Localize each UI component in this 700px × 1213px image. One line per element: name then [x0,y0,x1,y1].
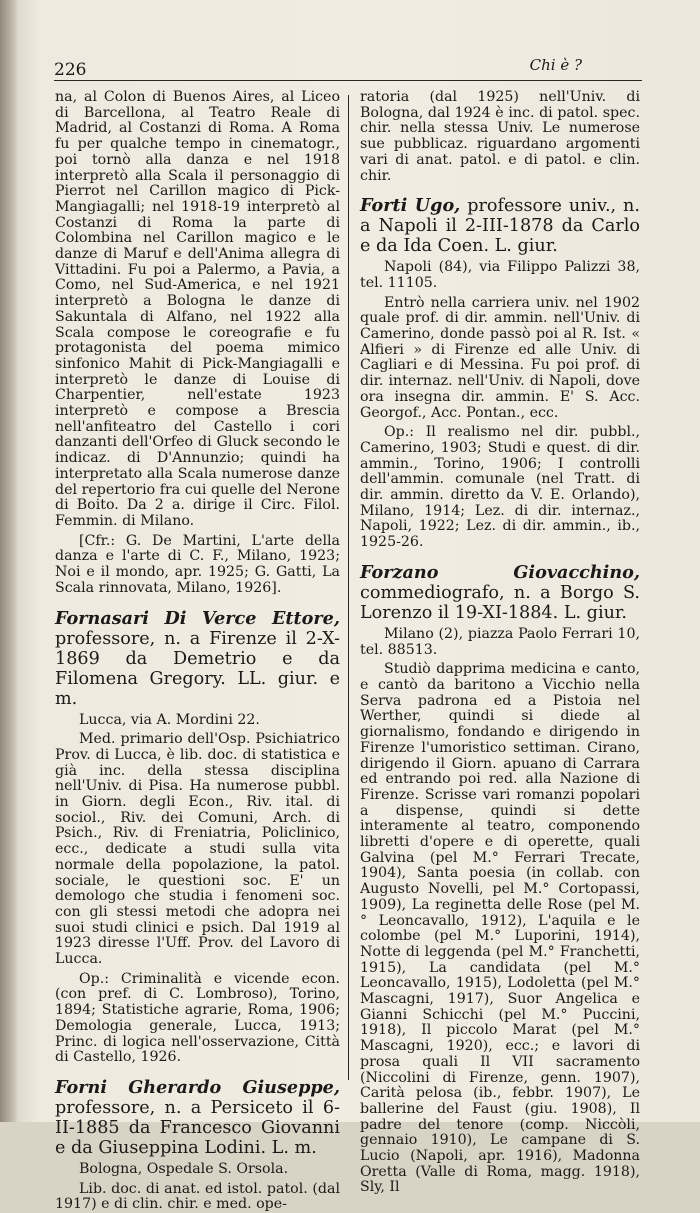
entry-heading [55,1078,340,1158]
continued-entry-references: [Cfr.: G. De Martini, L'arte della danza e l'arte di C. F., Milano, 1923; Noi e il mondo, apr. 1925; G. Gatti, La Scala rinnovata, Milano, 1926]. [55,532,340,596]
entry-biography: Lib. doc. di anat. ed istol. patol. (dal 1917) e di clin. chir. e med. ope- [55,1180,340,1213]
entry-summary: commediografo, n. a Borgo S. Lorenzo il 19-XI-1884. L. giur. [360,582,640,623]
entry-name: Fornasari Di Verce Ettore, [55,607,340,629]
entry-summary: professore, n. a Persiceto il 6-II-1885 da Francesco Giovanni e da Giuseppina Lodini. L. m. [55,1097,340,1158]
entry-fornasari [55,609,340,1066]
entry-summary: professore, n. a Firenze il 2-X-1869 da Demetrio e da Filomena Gregory. LL. giur. e m. [55,628,340,709]
continued-entry-text: ratoria (dal 1925) nell'Univ. di Bologna, dal 1924 è inc. di patol. spec. chir. nella stessa Univ. Le numerose sue pubblicaz. riguardano argomenti vari di anat. patol. e di patol. e clin. chir. [360,89,640,184]
running-head: Chi è ? [529,56,582,74]
continued-entry-text: na, al Colon di Buenos Aires, al Liceo di Barcellona, al Teatro Reale di Madrid, al Costanzi di Roma. A Roma fu per qualche tempo in cinematogr., poi tornò alla danza e nel 1918 interpretò alla Scala il personaggio di Pierrot nel Carillon magico di Pick-Mangiagalli; nel 1918-19 interpretò al Costanzi di Roma la parte di Colombina nel Carillon magico e le danze di Maruf e dell'Anima allegra di Vittadini. Fu poi a Palermo, a Pavia, a Como, nel Sud-America, e nel 1921 interpretò a Bologna le danze di Sakuntala di Alfano, nel 1922 alla Scala compose le coreografie e fu protagonista del poema mimico sinfonico Mahit di Pick-Mangiagalli e interpretò le danze di Louise di Charpentier, nell'estate 1923 interpretò e compose a Brescia nell'anfiteatro del Castello i cori danzanti dell'Orfeo di Gluck secondo le indicaz. di D'Annunzio; quindi ha interpretato alla Scala numerose danze del repertorio fra cui quelle del Nerone di Boito. Da 2 a. dirige il Circ. Filol. Femmin. di Milano. [55,89,340,529]
entry-heading [55,609,340,709]
entry-forti [360,196,640,551]
entry-address: Bologna, Ospedale S. Orsola. [79,1160,289,1177]
entry-address: Milano (2), piazza Paolo Ferrari 10, tel. 88513. [360,625,640,658]
entry-forzano [360,563,640,1196]
entry-heading [360,196,640,256]
entry-heading [360,563,640,623]
entry-address: Napoli (84), via Filippo Palizzi 38, tel. 11105. [360,259,640,291]
entry-works: Op.: Criminalità e vicende econ. (con pref. di C. Lombroso), Torino, 1894; Statistiche agrarie, Roma, 1906; Demologia generale, Lucca, 1913; Princ. di logica nell'osservazione, Città di Castello, 1926. [55,970,340,1066]
entry-address: Lucca, via A. Mordini 22. [79,711,260,728]
page-header [54,56,642,78]
page-number: 226 [54,60,87,80]
left-column [55,90,340,1213]
entry-name: Forzano Giovacchino, [360,561,640,583]
entry-works: Op.: Il realismo nel dir. pubbl., Camerino, 1903; Studi e quest. di dir. ammin., Torino, 1906; I controlli dell'ammin. comunale (nel Tratt. di dir. ammin. diretto da V. E. Orlando), Milano, 1914; Lez. di dir. internaz., Napoli, 1922; Lez. di dir. ammin., ib., 1925-26. [360,424,640,551]
entry-name: Forni Gherardo Giuseppe, [55,1076,340,1098]
right-column [360,90,640,1196]
entry-name: Forti Ugo, [360,195,461,217]
entry-forni [55,1078,340,1213]
entry-biography: Studiò dapprima medicina e canto, e cantò da baritono a Vicchio nella Serva padrona ed a Pistoia nel Werther, quindi si diede al giornalismo, fondando e dirigendo in Firenze l'umoristico settiman. Cirano, dirigendo il Giorn. apuano di Carrara ed entrando poi red. alla Nazione di Firenze. Scrisse vari romanzi popolari a dispense, quindi si dette interamente al teatro, componendo libretti d'opere e di operette, quali Galvina (pel M.° Ferrari Trecate, 1904), Santa poesia (in collab. con Augusto Novelli, pel M.° Cortopassi, 1909), La reginetta delle Rose (pel M.° Leoncavallo, 1912), L'aquila e le colombe (pel M.° Luporini, 1914), Notte di leggenda (pel M.° Franchetti, 1915), La candidata (pel M.° Leoncavallo, 1915), Lodoletta (pel M.° Mascagni, 1917), Suor Angelica e Gianni Schicchi (pel M.° Puccini, 1918), Il piccolo Marat (pel M.° Mascagni, 1920), ecc.; e lavori di prosa quali Il VII sacramento (Niccolini di Firenze, genn. 1907), Carità pelosa (ib., febbr. 1907), Le ballerine del Faust (giu. 1908), Il padre del tenore (comp. Niccòli, gennaio 1910), Le campane di S. Lucio (Napoli, apr. 1916), Madonna Oretta (Valle di Roma, magg. 1918), Sly, Il [360,661,640,1196]
entry-biography: Med. primario dell'Osp. Psichiatrico Prov. di Lucca, è lib. doc. di statistica e già inc. della stessa disciplina nell'Univ. di Pisa. Ha numerose pubbl. in Giorn. degli Econ., Riv. ital. di sociol., Riv. dei Comuni, Arch. di Psich., Riv. di Freniatria, Policlinico, ecc., dedicate a studi sulla vita normale della popolazione, la patol. sociale, le questioni soc. E' un demologo che studia i fenomeni soc. con gli stessi metodi che adopra nei suoi studi clinici e psich. Dal 1919 al 1923 diresse l'Uff. Prov. del Lavoro di Lucca. [55,731,340,968]
header-rule [54,80,642,81]
entry-summary: professore univ., n. a Napoli il 2-III-1878 da Carlo e da Ida Coen. L. giur. [360,196,640,257]
column-divider [348,95,349,1080]
entry-biography: Entrò nella carriera univ. nel 1902 quale prof. di dir. ammin. nell'Univ. di Camerino, donde passò poi al R. Ist. « Alfieri » di Firenze ed alle Univ. di Cagliari e di Messina. Fu poi prof. di dir. internaz. nell'Univ. di Napoli, dove ora insegna dir. ammin. E' S. Acc. Georgof., Acc. Pontan., ecc. [360,294,640,421]
book-spine-shadow [0,0,18,1122]
